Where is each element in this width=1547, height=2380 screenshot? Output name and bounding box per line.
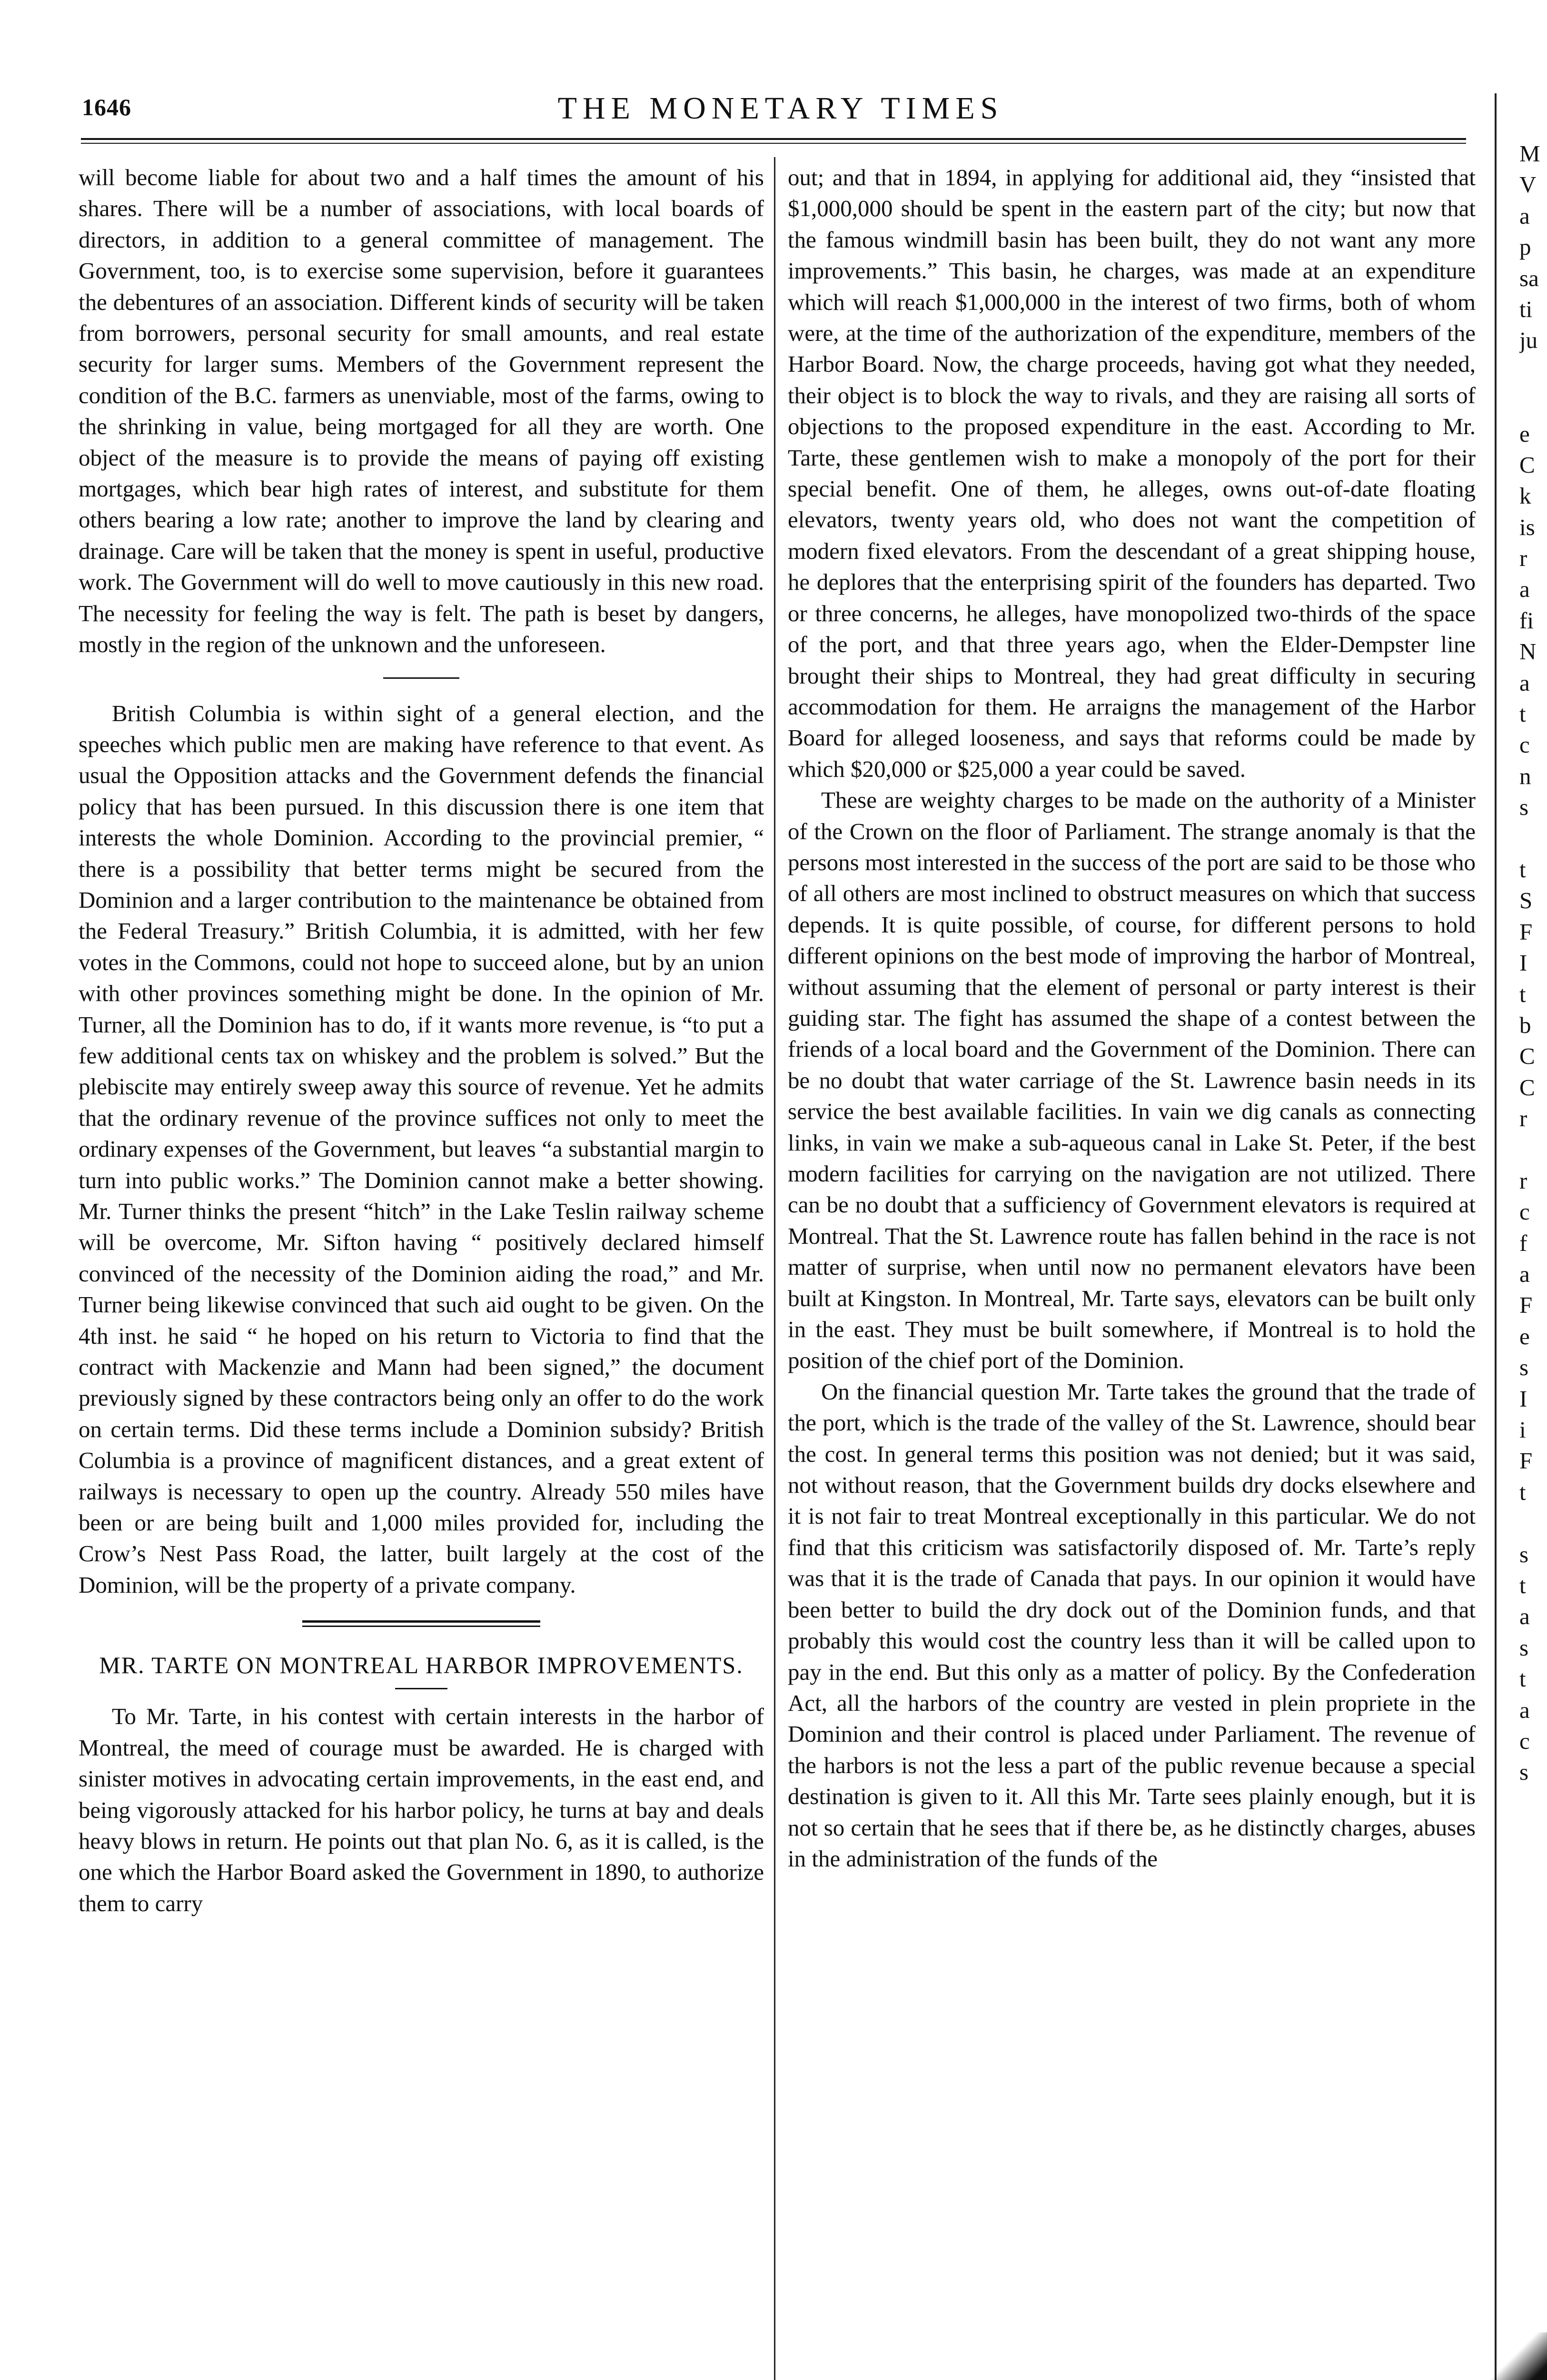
- adjacent-page-rule: [1495, 93, 1497, 2380]
- edge-fragment: t: [1519, 1478, 1526, 1505]
- edge-fragment: a: [1519, 576, 1530, 603]
- edge-fragment: s: [1519, 794, 1529, 821]
- edge-fragment: [1519, 823, 1547, 854]
- edge-fragment: a: [1519, 1261, 1530, 1288]
- edge-fragment: t: [1519, 856, 1526, 883]
- right-paragraph-1: out; and that in 1894, in applying for additional aid, they “insisted that $1,000,000 should be spent in the eastern part of the city; but now that the famous windmill basin has been built, they do not want any more improvements.” This basin, he charges, was made at an expenditure which will reach $1,000,000 in the interest of two firms, both of whom were, at the time of the authorization of the expenditure, members of the Harbor Board. Now, the charge proceeds, having got what they needed, their object is to block the way to rivals, and they are raising all sorts of objections to the proposed expenditure in the east. According to Mr. Tarte, these gentlemen wish to make a monopoly of the port for their special benefit. One of them, he alleges, owns out-of-date floating elevators, twenty years old, who does not want the competition of modern fixed elevators. From the descendant of a great shipping house, he deplores that the enterprising spirit of the founders has departed. Two or three concerns, he alleges, have monopolized two-thirds of the space of the port, and that three years ago, when the Elder-Dempster line brought their ships to Montreal, they had great difficulty in securing accommodation for them. He arraigns the management of the Harbor Board for alleged looseness, and says that reforms could be made by which $20,000 or $25,000 a year could be saved.: [788, 164, 1476, 782]
- column-divider: [774, 157, 775, 2380]
- right-column: [788, 162, 1476, 2380]
- edge-fragment: [1519, 1507, 1547, 1538]
- page-number: 1646: [82, 94, 131, 120]
- edge-fragment: a: [1519, 1603, 1530, 1630]
- edge-fragment: I: [1519, 950, 1527, 976]
- edge-fragment: r: [1519, 1167, 1527, 1194]
- right-paragraph-3: On the financial question Mr. Tarte takes the ground that the trade of the port, which is the trade of the valley of the St. Lawrence, should bear the cost. In general terms this position was not denied; but it was said, not without reason, that the Government builds dry docks elsewhere and it is not fair to treat Montreal exceptionally in this particular. We do not find that this criticism was satisfactorily disposed of. Mr. Tarte’s reply was that it is the trade of Canada that pays. In our opinion it would have been better to build the dry dock out of the Dominion funds, and that probably this would cost the country less than it will be called upon to pay in the end. But this only as a matter of policy. By the Confederation Act, all the harbors of the country are vested in plein propriete in the Dominion and their control is placed under Parliament. The revenue of the harbors is not the less a part of the public revenue because a special destination is given to it. All this Mr. Tarte sees plainly enough, but it is not so certain that he sees that if there be, as he distinctly charges, abuses in the administration of the funds of the: [788, 1378, 1476, 1872]
- headline-rule: [395, 1688, 447, 1689]
- section-divider: [383, 677, 459, 679]
- edge-fragment: F: [1519, 1448, 1533, 1474]
- edge-fragment: p: [1519, 234, 1531, 260]
- edge-fragment: i: [1519, 1417, 1526, 1443]
- edge-fragment: F: [1519, 1292, 1533, 1319]
- edge-fragment: s: [1519, 1634, 1529, 1661]
- edge-fragment: c: [1519, 1199, 1530, 1225]
- edge-fragment: a: [1519, 1696, 1530, 1723]
- edge-fragment: f: [1519, 1230, 1527, 1256]
- edge-fragment: fi: [1519, 607, 1534, 634]
- edge-fragment: r: [1519, 1105, 1527, 1132]
- page-curl-shadow: [1480, 2332, 1547, 2380]
- edge-fragment: b: [1519, 1012, 1531, 1038]
- edge-fragment: V: [1519, 171, 1537, 198]
- edge-fragment: s: [1519, 1541, 1529, 1567]
- edge-fragment: e: [1519, 420, 1530, 447]
- edge-fragment: ti: [1519, 296, 1533, 322]
- edge-fragment: is: [1519, 514, 1535, 540]
- left-paragraph-2: British Columbia is within sight of a general election, and the speeches which public men are making have reference to that event. As usual the Opposition attacks and the Government defends the financial policy that has been pursued. In this discussion there is one item that interests the whole Dominion. According to the provincial premier, “ there is a possibility that better terms might be secured from the Dominion and a larger contribution to the maintenance be obtained from the Federal Treasury.” British Columbia, it is admitted, with her few votes in the Commons, could not hope to succeed alone, but by an union with other provinces something might be done. In the opinion of Mr. Turner, all the Dominion has to do, if it wants more revenue, is “to put a few additional cents tax on whiskey and the problem is solved.” But the plebiscite may entirely sweep away this source of revenue. Yet he admits that the ordinary revenue of the province suffices not only to meet the ordinary expenses of the Government, but leaves “a substantial margin to turn into public works.” The Dominion cannot make a better showing. Mr. Turner thinks the present “hitch” in the Lake Teslin railway scheme will be overcome, Mr. Sifton having “ positively declared himself convinced of the necessity of the Dominion aiding the road,” and Mr. Turner being likewise convinced that such aid ought to be given. On the 4th inst. he said “ he hoped on his return to Victoria to find that the contract with Mackenzie and Mann had been signed,” the document previously signed by these contractors being only an offer to do the work on certain terms. Did these terms include a Dominion subsidy? British Columbia is a province of magnificent distances, and a great extent of railways is necessary to open up the country. Already 550 miles have been or are being built and 1,000 miles provided for, including the Crow’s Nest Pass Road, the latter, built largely at the cost of the Dominion, will be the property of a private company.: [79, 700, 764, 1598]
- edge-fragment: N: [1519, 638, 1537, 665]
- article-headline: MR. TARTE ON MONTREAL HARBOR IMPROVEMENTS.: [99, 1652, 744, 1679]
- edge-fragment: k: [1519, 483, 1531, 509]
- edge-fragment: a: [1519, 202, 1530, 229]
- article-divider: [302, 1620, 540, 1627]
- edge-fragment: s: [1519, 1354, 1529, 1381]
- adjacent-page-fragments: [1519, 138, 1547, 2375]
- left-paragraph-3: To Mr. Tarte, in his contest with certain interests in the harbor of Montreal, the meed of courage must be awarded. He is charged with sinister motives in advocating certain improvements, in the east end, and being vigorously attacked for his harbor policy, he turns at bay and deals heavy blows in return. He points out that plan No. 6, as it is called, is the one which the Harbor Board asked the Government in 1890, to authorize them to carry: [79, 1703, 764, 1916]
- edge-fragment: I: [1519, 1385, 1527, 1412]
- edge-fragment: [1519, 1134, 1547, 1165]
- edge-fragment: sa: [1519, 265, 1539, 291]
- masthead: THE MONETARY TIMES: [557, 91, 1004, 126]
- edge-fragment: F: [1519, 918, 1533, 945]
- edge-fragment: s: [1519, 1759, 1529, 1785]
- edge-fragment: ju: [1519, 327, 1538, 354]
- edge-fragment: n: [1519, 763, 1531, 789]
- edge-fragment: t: [1519, 701, 1526, 727]
- header-rule: [81, 138, 1466, 144]
- right-paragraph-2: These are weighty charges to be made on the authority of a Minister of the Crown on the floor of Parliament. The strange anomaly is that the persons most interested in the success of the port are said to be those who of all others are most inclined to obstruct measures on which that success depends. It is quite possible, of course, for different persons to hold different opinions on the best mode of improving the harbor of Montreal, without assuming that the element of personal or party interest is their guiding star. The fight has assumed the shape of a contest between the friends of a local board and the Government of the Dominion. There can be no doubt that water carriage of the St. Lawrence basin needs in its service the best available facilities. In vain we dig canals as connecting links, in vain we make a sub-aqueous canal in Lake St. Peter, if the best modern facilities for carrying on the navigation are not utilized. There can be no doubt that a sufficiency of Government elevators is required at Montreal. That the St. Lawrence route has fallen behind in the race is not matter of surprise, when until now no permanent elevators have been built at Kingston. In Montreal, Mr. Tarte says, elevators can be built only in the east. They must be built somewhere, if Montreal is to hold the position of the chief port of the Dominion.: [788, 787, 1476, 1374]
- edge-fragment: t: [1519, 1666, 1526, 1692]
- edge-fragment: M: [1519, 140, 1540, 167]
- edge-fragment: c: [1519, 732, 1530, 758]
- edge-fragment: C: [1519, 1074, 1535, 1101]
- edge-fragment: e: [1519, 1323, 1530, 1349]
- edge-fragment: [1519, 356, 1547, 387]
- edge-fragment: C: [1519, 451, 1535, 478]
- edge-fragment: t: [1519, 981, 1526, 1007]
- edge-fragment: [1519, 387, 1547, 418]
- edge-fragment: C: [1519, 1043, 1535, 1070]
- edge-fragment: t: [1519, 1572, 1526, 1598]
- edge-fragment: c: [1519, 1727, 1530, 1754]
- left-paragraph-1: will become liable for about two and a half times the amount of his shares. There will be a number of associations, with local boards of directors, in addition to a general committee of management. The Government, too, is to exercise some supervision, before it guarantees the debentures of an association. Different kinds of security will be taken from borrowers, personal security for small amounts, and real estate security for larger sums. Members of the Government represent the condition of the B.C. farmers as unenviable, most of the farms, owing to the shrinking in value, being mortgaged for all they are worth. One object of the measure is to provide the means of paying off existing mortgages, which bear high rates of interest, and substitute for them others bearing a low rate; another to improve the land by clearing and drainage. Care will be taken that the money is spent in useful, productive work. The Government will do well to move cautiously in this new road. The necessity for feeling the way is felt. The path is beset by dangers, mostly in the region of the unknown and the unforeseen.: [79, 164, 764, 658]
- left-column: [79, 162, 764, 2380]
- edge-fragment: r: [1519, 545, 1527, 572]
- edge-fragment: a: [1519, 669, 1530, 696]
- edge-fragment: S: [1519, 887, 1533, 914]
